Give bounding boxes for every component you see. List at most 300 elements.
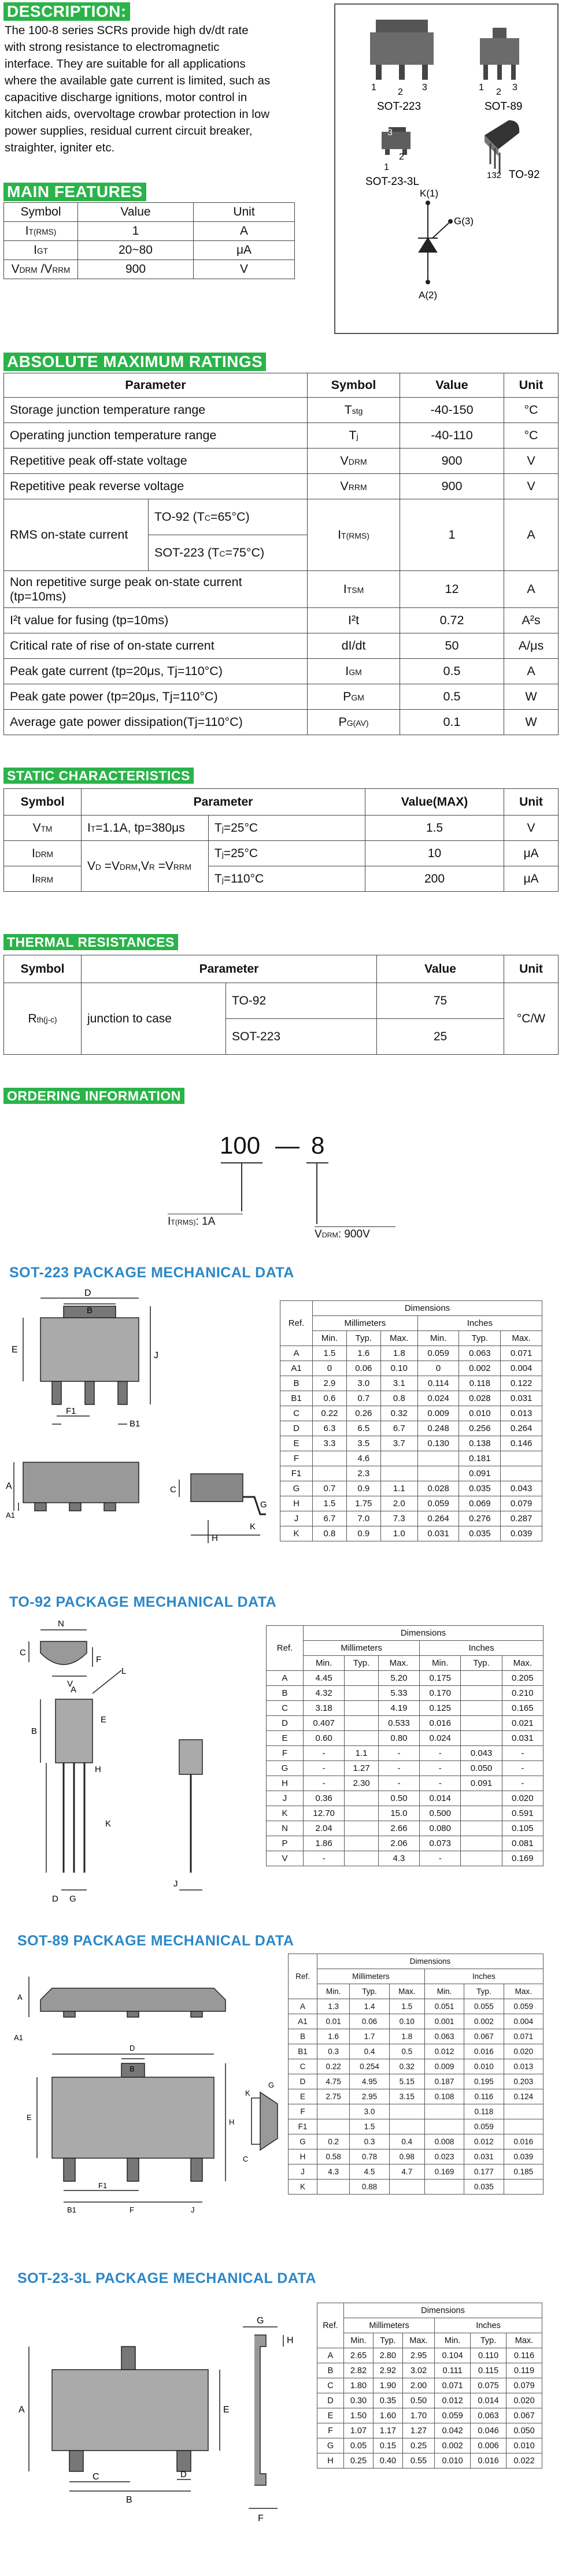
dimension-cell: 1.27	[402, 2423, 434, 2438]
to92-package-icon	[485, 120, 519, 173]
pin-label: 3	[512, 83, 517, 92]
dimension-cell: 0.146	[501, 1436, 542, 1451]
ref-cell: D	[289, 2074, 317, 2089]
table-row	[280, 1376, 542, 1391]
dimension-cell: 1.5	[313, 1346, 347, 1361]
to92-pin-label: 132	[487, 171, 502, 180]
dimension-cell: 1.0	[380, 1526, 417, 1541]
dimension-cell: 0.079	[506, 2378, 542, 2393]
ref-cell: B	[280, 1376, 313, 1391]
dimension-cell: 1.5	[313, 1496, 347, 1511]
header-cell: Value	[78, 203, 194, 222]
ref-cell: E	[280, 1436, 313, 1451]
abs-max-heading: ABSOLUTE MAXIMUM RATINGS	[3, 353, 266, 371]
table-row	[317, 2348, 542, 2363]
description-text	[5, 22, 328, 156]
dimension-cell: 0.050	[506, 2423, 542, 2438]
dimension-cell: 2.95	[350, 2089, 389, 2104]
dimension-cell: 0.264	[501, 1421, 542, 1436]
dimension-cell: 1.27	[345, 1761, 379, 1776]
ref-cell: A	[289, 1999, 317, 2014]
thermal-heading: THERMAL RESISTANCES	[3, 934, 178, 950]
dim-label: L	[121, 1666, 127, 1676]
dimension-cell	[424, 2104, 464, 2119]
ref-cell: J	[289, 2164, 317, 2180]
dimension-cell: 0.125	[420, 1701, 461, 1716]
dimension-cell: 0.169	[424, 2164, 464, 2180]
dimension-cell: 0.80	[378, 1731, 419, 1746]
description-line: The 100-8 series SCRs provide high dv/dt rate	[5, 24, 249, 37]
dimension-cell: 0.30	[344, 2393, 374, 2408]
dimension-cell	[345, 1836, 379, 1851]
dimension-cell	[504, 2119, 543, 2134]
dimension-cell: 0.114	[417, 1376, 459, 1391]
g-terminal-label: G(3)	[454, 216, 474, 227]
dimension-cell: 0.50	[378, 1791, 419, 1806]
dim-label: A	[19, 2405, 25, 2415]
dimension-cell: 0.020	[504, 2044, 543, 2059]
dimension-cell: 0.071	[504, 2029, 543, 2044]
dimension-cell: -	[420, 1851, 461, 1866]
dimension-cell: 0.06	[350, 2014, 389, 2029]
header-cell: Symbol	[4, 203, 78, 222]
table-row	[289, 1999, 543, 2014]
table-row: Non repetitive surge peak on-state current (tp=10ms) ITSM 12 A	[4, 571, 559, 608]
ref-cell: J	[267, 1791, 304, 1806]
table-row	[280, 1451, 542, 1466]
ordering-part-1: 100	[220, 1132, 261, 1159]
table-row: Peak gate power (tp=20μs, Tj=110°C) PGM 0.5 W	[4, 684, 559, 710]
ordering-heading: ORDERING INFORMATION	[3, 1088, 184, 1104]
table-row	[280, 1391, 542, 1406]
dimension-cell: 4.95	[350, 2074, 389, 2089]
dimension-cell: 0.10	[380, 1361, 417, 1376]
dimension-cell: 0.9	[346, 1481, 380, 1496]
dimension-cell: -	[378, 1776, 419, 1791]
dimension-cell: 0.028	[417, 1481, 459, 1496]
dimension-cell: 6.5	[346, 1421, 380, 1436]
dim-label: C	[20, 1648, 26, 1658]
dimension-cell: 0.50	[402, 2393, 434, 2408]
dimension-cell: -	[502, 1746, 543, 1761]
dimension-cell: 1.60	[373, 2408, 402, 2423]
dimension-cell	[345, 1716, 379, 1731]
thermal-table	[3, 955, 559, 1055]
dimension-cell: 0.067	[506, 2408, 542, 2423]
dim-label: E	[223, 2405, 230, 2415]
dimension-cell: 0.020	[502, 1791, 543, 1806]
dimension-cell	[389, 2104, 424, 2119]
dimension-cell: 4.19	[378, 1701, 419, 1716]
dimension-cell: 0.031	[502, 1731, 543, 1746]
dimension-cell: 3.7	[380, 1436, 417, 1451]
dim-label: B	[31, 1726, 38, 1736]
dimension-cell: 4.6	[346, 1451, 380, 1466]
ref-cell: K	[280, 1526, 313, 1541]
sot223-mech-heading: SOT-223 PACKAGE MECHANICAL DATA	[9, 1265, 294, 1281]
description-line: kitchen aids, overvoltage crowbar protection in low	[5, 108, 270, 121]
ref-cell: D	[317, 2393, 344, 2408]
dimension-cell: 15.0	[378, 1806, 419, 1821]
dimension-cell: -	[378, 1761, 419, 1776]
dimension-cell: 3.0	[350, 2104, 389, 2119]
dim-label: A	[17, 1993, 23, 2002]
dimension-cell	[317, 2180, 350, 2195]
dimension-cell: 0.071	[435, 2378, 471, 2393]
ordering-part-2: 8	[311, 1132, 325, 1159]
dimension-cell: 0.287	[501, 1511, 542, 1526]
value-cell: 1	[78, 222, 194, 241]
dimension-cell: 0.039	[501, 1526, 542, 1541]
dimension-cell: 1.17	[373, 2423, 402, 2438]
dimension-cell	[389, 2119, 424, 2134]
dim-label: K	[250, 1522, 256, 1532]
dimension-cell: 0.124	[504, 2089, 543, 2104]
dimension-cell: 1.50	[344, 2408, 374, 2423]
dimension-cell	[461, 1791, 502, 1806]
table-header-row: Symbol Parameter Value(MAX) Unit	[4, 789, 559, 816]
dimension-cell: 0.58	[317, 2149, 350, 2164]
dimension-cell: 12.70	[304, 1806, 345, 1821]
ref-cell: K	[289, 2180, 317, 2195]
dim-label: C	[243, 2155, 249, 2163]
dimension-cell: 2.82	[344, 2363, 374, 2378]
ref-cell: B	[267, 1686, 304, 1701]
ref-cell: C	[280, 1406, 313, 1421]
dimension-cell: 0.165	[502, 1701, 543, 1716]
dimension-cell: -	[420, 1746, 461, 1761]
table-row	[267, 1806, 543, 1821]
dimension-cell	[424, 2119, 464, 2134]
ref-cell: G	[289, 2134, 317, 2149]
dimension-cell: 0.091	[459, 1466, 501, 1481]
table-row	[289, 2134, 543, 2149]
dimension-cell: 1.4	[350, 1999, 389, 2014]
k-terminal-label: K(1)	[420, 188, 439, 199]
dim-label: E	[27, 2113, 32, 2122]
dimension-cell: 4.3	[317, 2164, 350, 2180]
dimension-cell: 0.014	[420, 1791, 461, 1806]
dimension-cell: 0.256	[459, 1421, 501, 1436]
dimension-cell: 4.75	[317, 2074, 350, 2089]
table-row	[289, 2104, 543, 2119]
dimension-cell: 0.004	[501, 1361, 542, 1376]
dimension-cell: 0.002	[464, 2014, 504, 2029]
ref-cell: A1	[280, 1361, 313, 1376]
ordering-label-current: IT(RMS): 1A	[168, 1214, 243, 1228]
table-row	[267, 1776, 543, 1791]
header-cell: Unit	[504, 373, 559, 398]
dimension-cell: 3.1	[380, 1376, 417, 1391]
dimension-cell: 0.079	[501, 1496, 542, 1511]
dimension-cell: 1.1	[345, 1746, 379, 1761]
pin-label: 1	[479, 83, 484, 92]
dimension-cell: 0.021	[502, 1716, 543, 1731]
dimension-cell: 0.010	[435, 2453, 471, 2468]
dim-label: F	[258, 2514, 264, 2523]
ref-cell: C	[289, 2059, 317, 2074]
table-row	[267, 1686, 543, 1701]
ref-cell: A	[267, 1671, 304, 1686]
table-row: Repetitive peak reverse voltage VRRM 900 V	[4, 474, 559, 499]
table-row	[289, 2089, 543, 2104]
table-row: SOT-223 25	[4, 1019, 559, 1055]
dimension-cell: 0.115	[471, 2363, 506, 2378]
dimension-cell	[345, 1671, 379, 1686]
dimension-cell: 6.3	[313, 1421, 347, 1436]
dimension-cell: 0.118	[459, 1376, 501, 1391]
dimension-cell: -	[420, 1761, 461, 1776]
ref-cell: A	[280, 1346, 313, 1361]
dimension-cell	[345, 1686, 379, 1701]
dimension-cell: 4.5	[350, 2164, 389, 2180]
dimension-cell	[317, 2119, 350, 2134]
description-line: interface. They are suitable for all applications	[5, 57, 246, 71]
dimension-cell: -	[502, 1761, 543, 1776]
ref-cell: H	[317, 2453, 344, 2468]
table-row	[267, 1791, 543, 1806]
ref-cell: E	[317, 2408, 344, 2423]
dimension-cell: 0.22	[317, 2059, 350, 2074]
dimension-cell: 0.32	[380, 1406, 417, 1421]
dimension-cell: 0.15	[373, 2438, 402, 2453]
dimension-cell: 0.533	[378, 1716, 419, 1731]
dim-label: H	[229, 2118, 235, 2126]
dimension-cell: 0.043	[501, 1481, 542, 1496]
dimension-cell: 1.7	[350, 2029, 389, 2044]
dim-label: G	[260, 1500, 267, 1510]
dim-label: F	[130, 2206, 134, 2214]
ref-cell: D	[267, 1716, 304, 1731]
dim-label: F	[96, 1655, 102, 1665]
dimension-cell: 0.001	[424, 2014, 464, 2029]
symbol-cell: IGT	[4, 241, 78, 260]
dimension-cell: 0.010	[464, 2059, 504, 2074]
dimension-cell: 1.80	[344, 2378, 374, 2393]
ref-cell: G	[317, 2438, 344, 2453]
ref-cell: H	[267, 1776, 304, 1791]
dimension-cell: 0.002	[459, 1361, 501, 1376]
abs-max-table	[3, 373, 559, 735]
dim-label: E	[12, 1345, 18, 1355]
table-row	[289, 2059, 543, 2074]
ref-cell: F1	[289, 2119, 317, 2134]
dim-label: J	[191, 2206, 195, 2214]
dimension-cell: 0.055	[464, 1999, 504, 2014]
dimension-cell: 0.2	[317, 2134, 350, 2149]
dimension-cell: 0.195	[464, 2074, 504, 2089]
dimension-cell: 0.6	[313, 1391, 347, 1406]
dimension-cell: 4.3	[378, 1851, 419, 1866]
table-row	[289, 2044, 543, 2059]
dimension-cell: 2.00	[402, 2378, 434, 2393]
table-row	[289, 2029, 543, 2044]
dimension-cell: 0.5	[389, 2044, 424, 2059]
table-row	[289, 2074, 543, 2089]
table-row	[267, 1836, 543, 1851]
dimension-cell: 6.7	[313, 1511, 347, 1526]
dimension-cell: 4.45	[304, 1671, 345, 1686]
ref-cell: E	[289, 2089, 317, 2104]
dimension-cell: 1.1	[380, 1481, 417, 1496]
dimension-cell: 0.210	[502, 1686, 543, 1701]
table-row	[267, 1701, 543, 1716]
table-row	[267, 1746, 543, 1761]
header-cell: Parameter	[4, 373, 308, 398]
dim-label: G	[69, 1894, 76, 1904]
ref-cell: P	[267, 1836, 304, 1851]
dim-label: A1	[6, 1511, 15, 1519]
dimension-cell	[461, 1686, 502, 1701]
dimension-cell: 0.181	[459, 1451, 501, 1466]
dimension-cell: 0.063	[471, 2408, 506, 2423]
sot223-label: SOT-223	[377, 101, 422, 113]
dimension-cell: 0.98	[389, 2149, 424, 2164]
dimension-cell: 0.8	[380, 1391, 417, 1406]
ref-cell: H	[280, 1496, 313, 1511]
table-row	[267, 1671, 543, 1686]
dimension-cell: 1.5	[350, 2119, 389, 2134]
sot23-mech-heading: SOT-23-3L PACKAGE MECHANICAL DATA	[17, 2270, 317, 2286]
dimension-cell	[345, 1701, 379, 1716]
value-cell: 20~80	[78, 241, 194, 260]
dimension-cell: 0.035	[464, 2180, 504, 2195]
dimension-cell: 0.9	[346, 1526, 380, 1541]
table-row: Critical rate of rise of on-state current dI/dt 50 A/μs	[4, 633, 559, 659]
dim-label: D	[180, 2470, 187, 2479]
ref-cell: F	[289, 2104, 317, 2119]
dimension-cell: 0.013	[504, 2059, 543, 2074]
table-row	[267, 1821, 543, 1836]
to92-label: TO-92	[509, 169, 540, 181]
dimension-cell: 0.407	[304, 1716, 345, 1731]
ref-cell: F	[267, 1746, 304, 1761]
dim-label: A	[6, 1481, 12, 1491]
table-row	[289, 2014, 543, 2029]
dimension-cell: 4.32	[304, 1686, 345, 1701]
description-line: straighter, igniter etc.	[5, 141, 115, 154]
dimension-cell: -	[378, 1746, 419, 1761]
table-row	[289, 2119, 543, 2134]
dimension-cell: 0.035	[459, 1481, 501, 1496]
dimension-cell: 0.009	[417, 1406, 459, 1421]
unit-cell: V	[194, 260, 295, 279]
pin-label: 1	[384, 162, 389, 172]
sot89-label: SOT-89	[485, 101, 523, 113]
sot223-package-icon	[370, 20, 434, 80]
dimension-cell: 0.108	[424, 2089, 464, 2104]
dimension-cell	[417, 1451, 459, 1466]
table-row: Repetitive peak off-state voltage VDRM 900 V	[4, 449, 559, 474]
dimension-cell: 0.40	[373, 2453, 402, 2468]
dimension-cell: 0.05	[344, 2438, 374, 2453]
dimension-cell: 1.8	[389, 2029, 424, 2044]
dimension-cell	[345, 1731, 379, 1746]
dimension-cell: 0.039	[504, 2149, 543, 2164]
dimension-cell: -	[304, 1851, 345, 1866]
dimension-cell: 0.4	[350, 2044, 389, 2059]
ordering-dash: —	[275, 1132, 300, 1159]
dimension-cell: 0.016	[420, 1716, 461, 1731]
dimension-cell: 6.7	[380, 1421, 417, 1436]
dim-label: E	[101, 1715, 107, 1725]
dim-label: H	[212, 1533, 218, 1543]
scr-symbol-icon	[418, 201, 452, 284]
dim-label: G	[257, 2316, 264, 2326]
dim-label: B	[87, 1306, 93, 1315]
dimension-cell: 0.88	[350, 2180, 389, 2195]
dimension-cell: 0.55	[402, 2453, 434, 2468]
table-row	[280, 1526, 542, 1541]
main-features-table	[3, 202, 295, 279]
sot89-dimension-table: Ref. Dimensions Millimeters Inches Min. Typ. Max. Min. Typ. Max. A 1.3 1.4 1.5 0.051 0.055 0.059 A1 0.01 0.06 0.10 0.001 0.002 0.004 B 1.6 1.7 1.8 0.063 0.067 0.071 B1 0.3 0.4 0.5 0.012 0.016 0.020 C 0.22 0.254 0.32 0.009 0.010 0.013 D 4.75 4.95 5.15 0.187 0.195 0.203 E 2.75 2.95 3.15 0.108 0.116 0.124 F 3.0 0.118 F1 1.5 0.059 G 0.2 0.3 0.4 0.008 0.012 0.016 H 0.58 0.78 0.98 0.023 0.031 0.039 J 4.3 4.5 4.7 0.169 0.177 0.185 K 0.88 0.035	[288, 1954, 543, 2195]
dimension-cell: 0.002	[435, 2438, 471, 2453]
dim-label: H	[287, 2336, 294, 2345]
dimension-cell: 0.7	[313, 1481, 347, 1496]
dimension-cell: 0.22	[313, 1406, 347, 1421]
ref-cell: D	[280, 1421, 313, 1436]
to92-mechanical-drawing	[6, 1618, 260, 1919]
dimension-cell: 0.10	[389, 2014, 424, 2029]
dimension-cell: 0.170	[420, 1686, 461, 1701]
dimension-cell: 3.0	[346, 1376, 380, 1391]
dimension-cell: 0.031	[501, 1391, 542, 1406]
symbol-cell: VDRM /VRRM	[4, 260, 78, 279]
table-row: RMS on-state current TO-92 (TC=65°C) IT(RMS) 1 A	[4, 499, 559, 535]
ref-cell: B	[289, 2029, 317, 2044]
dimension-cell	[461, 1806, 502, 1821]
package-outline-box	[334, 3, 559, 334]
header-cell: Value	[400, 373, 504, 398]
dimension-cell: 0.080	[420, 1821, 461, 1836]
value-cell: 900	[78, 260, 194, 279]
dimension-cell	[501, 1451, 542, 1466]
ordering-label-voltage: VDRM: 900V	[315, 1226, 395, 1241]
a-terminal-label: A(2)	[419, 290, 438, 301]
dimension-cell: 2.80	[373, 2348, 402, 2363]
table-row	[317, 2393, 542, 2408]
dimension-cell: 0.169	[502, 1851, 543, 1866]
pin-label: 2	[496, 87, 501, 97]
dimension-cell: 2.95	[402, 2348, 434, 2363]
to92-dimension-table: Ref. Dimensions Millimeters Inches Min. Typ. Max. Min. Typ. Max. A 4.45 5.20 0.175 0.205 B 4.32 5.33 0.170 0.210 C 3.18 4.19 0.125 0.165 D 0.407 0.533 0.016 0.021 E 0.60 0.80 0.024 0.031 F - 1.1 - - 0.043 - G - 1.27 - - 0.050 - H - 2.30 - - 0.091 - J 0.36 0.50 0.014 0.020 K 12.70 15.0 0.500 0.591 N 2.04 2.66 0.080 0.105 P 1.86 2.06 0.073 0.081 V - 4.3 - 0.169	[266, 1625, 543, 1866]
dimension-cell	[504, 2104, 543, 2119]
dimension-cell: 0.591	[502, 1806, 543, 1821]
sot23-label: SOT-23-3L	[365, 176, 419, 188]
table-row	[317, 2423, 542, 2438]
dim-label: H	[95, 1765, 101, 1774]
dimension-cell: 0.3	[350, 2134, 389, 2149]
dimension-cell	[461, 1821, 502, 1836]
header-cell: Symbol	[308, 373, 400, 398]
ref-cell: F	[317, 2423, 344, 2438]
dimension-cell	[313, 1451, 347, 1466]
dimension-cell: 1.5	[389, 1999, 424, 2014]
table-row	[317, 2378, 542, 2393]
dim-label: B1	[67, 2206, 76, 2214]
table-row: I²t value for fusing (tp=10ms) I²t 0.72 A²s	[4, 608, 559, 633]
dimension-cell: 0.26	[346, 1406, 380, 1421]
dimension-cell: 0.063	[424, 2029, 464, 2044]
dimension-cell: 0.010	[459, 1406, 501, 1421]
dimension-cell: 0.059	[464, 2119, 504, 2134]
sot89-mech-heading: SOT-89 PACKAGE MECHANICAL DATA	[17, 1933, 294, 1949]
dimension-cell: -	[304, 1776, 345, 1791]
ref-cell: E	[267, 1731, 304, 1746]
dim-label: D	[52, 1894, 58, 1904]
description-heading: DESCRIPTION:	[3, 2, 130, 21]
ref-cell: C	[267, 1701, 304, 1716]
